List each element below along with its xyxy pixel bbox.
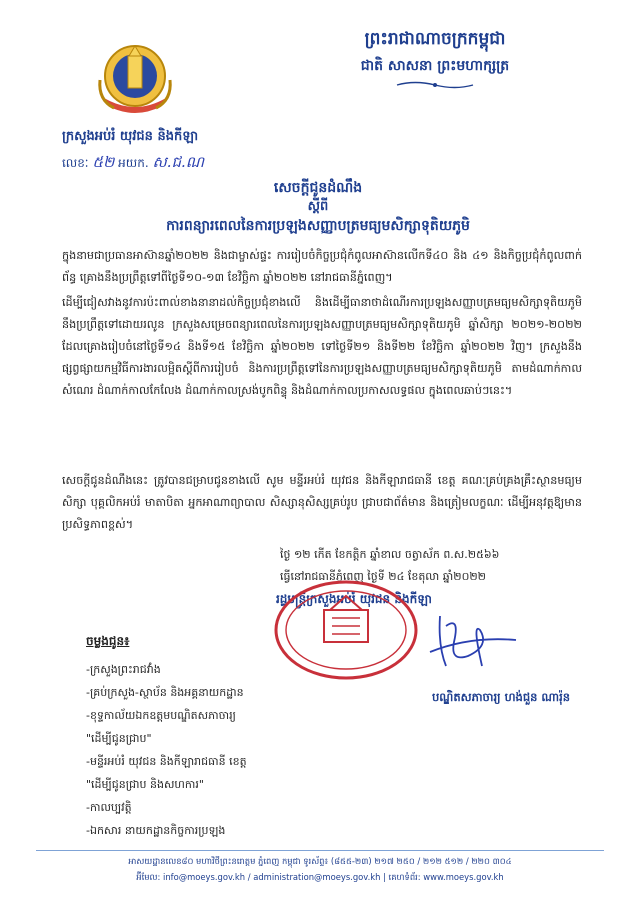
motto-ornament	[395, 80, 475, 90]
cc-item: -ខុទ្ទកាល័យឯកឧត្តមបណ្ឌិតសភាចារ្យ	[86, 709, 236, 722]
about-label: ស្តីពី	[307, 199, 329, 214]
reference-label: លេខៈ	[62, 156, 89, 170]
notice-title: សេចក្តីជូនដំណឹង	[273, 180, 363, 196]
reference-code: អយក.	[118, 156, 149, 170]
cc-item: "ដើម្បីជូនជ្រាប និងសហការ"	[86, 778, 204, 791]
ministry-logo	[92, 40, 178, 120]
cc-list	[86, 658, 247, 842]
footer-contact: អ៊ីមែល: info@moeys.gov.kh / administration@moeys.gov.kh | គេហទំព័រ: www.moeys.gov.kh	[136, 872, 504, 882]
cc-item: "ដើម្បីជូនជ្រាប"	[86, 732, 152, 745]
subject-title: ការពន្យារពេលនៃការប្រឡងសញ្ញាបត្រមធ្យមសិក្សាទុតិយភូមិ	[166, 218, 470, 234]
handwritten-signature	[420, 606, 520, 676]
footer-divider	[36, 850, 604, 852]
reference-number: ៥២	[92, 153, 115, 171]
body-paragraph-2: ដើម្បីជៀសវាងនូវការប៉ះពាល់ខាងនានាដល់កិច្ចប្រជុំខាងលើ និងដើម្បីធានាថាដំណើរការប្រឡងសញ្ញាបត្រមធ្យមសិក្សាទុតិយភូមិ នឹងប្រព្រឹត្តទៅដោយរលូន ក្រសួងសម្រេចពន្យារពេលនៃការប្រឡងសញ្ញាបត្រមធ្យមសិក្សាទុតិយភូមិ ឆ្នាំសិក្សា ២០២១-២០២២ ដែលគ្រោងរៀបចំនៅថ្ងៃទី១៤ និងទី១៥ ខែវិច្ឆិកា ឆ្នាំ២០២២ ទៅថ្ងៃទី២១ និងទី២២ ខែវិច្ឆិកា ឆ្នាំ២០២២ វិញ។ ក្រសួងនឹងផ្សព្វផ្សាយកម្មវិធីការងារលម្អិតស្តីពីការរៀបចំ និងការប្រព្រឹត្តទៅនៃការប្រឡងសញ្ញាបត្រមធ្យមសិក្សាទុតិយភូមិ តាមដំណាក់កាលសំណេរ ដំណាក់កាលកែលែង ដំណាក់កាលស្រង់បូកពិន្ទុ និងដំណាក់កាលប្រកាសលទ្ធផល ក្នុងពេលឆាប់ៗនេះ។	[62, 296, 582, 397]
footer-address: អាសយដ្ឋានលេខ៨០ មហាវិថីព្រះនរោត្តម ភ្នំពេញ កម្ពុជា ទូរស័ព្ទ៖ (៨៥៥-២៣) ២១៧ ២៥០ / ២១២ ៥១២ / ២២០ ៣០៤	[128, 856, 512, 866]
signatory-title: រដ្ឋមន្ត្រីក្រសួងអប់រំ យុវជន និងកីឡា	[276, 592, 432, 606]
cc-item: -ក្រសួងព្រះរាជវាំង	[86, 663, 161, 676]
cc-item: -គ្រប់ក្រសួង-ស្ថាប័ន និងអគ្គនាយកដ្ឋាន	[86, 686, 244, 699]
cc-item: -ឯកសារ នាយកដ្ឋានកិច្ចការប្រឡង	[86, 824, 226, 837]
reference-suffix: ស.ជ.ណ	[152, 153, 205, 171]
lunar-date: ថ្ងៃ ១២ កើត ខែកត្តិក ឆ្នាំខាល ចត្វាស័ក ព.ស.២៥៦៦	[280, 548, 500, 561]
body-paragraph-3: សេចក្តីជូនដំណឹងនេះ ត្រូវបានជម្រាបជូនខាងលើ សូម មន្ទីរអប់រំ យុវជន និងកីឡារាជធានី ខេត្ត គណៈគ្រប់គ្រងគ្រឹះស្ថានមធ្យមសិក្សា បុគ្គលិកអប់រំ មាតាបិតា អ្នកអាណាព្យាបាល សិស្សានុសិស្សគ្រប់រូប ជ្រាបជាព័ត៌មាន និងត្រៀមលក្ខណៈ ដើម្បីអនុវត្តឱ្យមានប្រសិទ្ធភាពខ្ពស់។	[62, 474, 582, 531]
cc-title: ចម្លងជូន៖	[86, 634, 130, 648]
national-motto: ជាតិ សាសនា ព្រះមហាក្សត្រ	[360, 58, 510, 74]
kingdom-header: ព្រះរាជាណាចក្រកម្ពុជា	[364, 29, 506, 49]
ministry-name: ក្រសួងអប់រំ យុវជន និងកីឡា	[62, 129, 199, 144]
body-paragraph-1: ក្នុងនាមជាប្រធានអាស៊ានឆ្នាំ២០២២ និងជាម្ចាស់ផ្ទះ ការរៀបចំកិច្ចប្រជុំកំពូលអាស៊ានលើកទី៤០ និង ៤១ និងកិច្ចប្រជុំកំពូលពាក់ព័ន្ធ គ្រោងនឹងប្រព្រឹត្តទៅពីថ្ងៃទី១០-១៣ ខែវិច្ឆិកា ឆ្នាំ២០២២ នៅរាជធានីភ្នំពេញ។	[62, 249, 582, 284]
signer-name: បណ្ឌិតសភាចារ្យ ហង់ជួន ណារ៉ុន	[432, 690, 571, 704]
reference-line	[62, 153, 204, 175]
solar-date: ធ្វើនៅរាជធានីភ្នំពេញ ថ្ងៃទី ២៤ ខែតុលា ឆ្នាំ២០២២	[280, 570, 487, 583]
official-seal	[272, 578, 420, 682]
cc-item: -កាលប្បវត្តិ	[86, 801, 132, 814]
cc-item: -មន្ទីរអប់រំ យុវជន និងកីឡារាជធានី ខេត្ត	[86, 755, 247, 768]
